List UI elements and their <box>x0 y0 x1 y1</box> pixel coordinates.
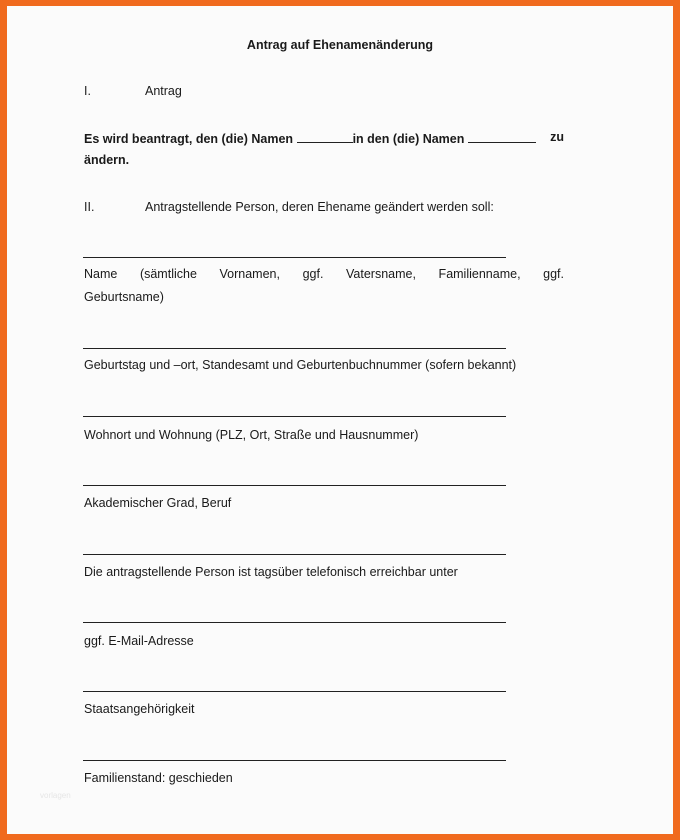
section-1-number: I. <box>84 84 91 98</box>
marital-status-label: Familienstand: geschieden <box>84 771 233 785</box>
name-label-line1: Name (sämtliche Vornamen, ggf. Vatersname, Familienname, ggf. <box>84 267 564 281</box>
section-2-heading: Antragstellende Person, deren Ehename geändert werden soll: <box>145 200 494 214</box>
request-sentence <box>84 130 564 146</box>
section-1-heading: Antrag <box>145 84 182 98</box>
email-field-line[interactable] <box>83 622 506 623</box>
phone-field-line[interactable] <box>83 554 506 555</box>
academic-label: Akademischer Grad, Beruf <box>84 496 232 510</box>
document-title: Antrag auf Ehenamenänderung <box>246 38 434 52</box>
old-name-blank[interactable] <box>297 130 353 143</box>
section-2-number: II. <box>84 200 95 214</box>
name-label-line2: Geburtsname) <box>84 290 164 304</box>
request-text-4: ändern. <box>84 153 130 167</box>
email-label: ggf. E-Mail-Adresse <box>84 634 194 648</box>
marital-status-field-line[interactable] <box>83 760 506 761</box>
request-text-3: zu <box>550 130 564 144</box>
birth-field-line[interactable] <box>83 348 506 349</box>
residence-label: Wohnort und Wohnung (PLZ, Ort, Straße und Hausnummer) <box>84 428 419 442</box>
phone-label: Die antragstellende Person ist tagsüber telefonisch erreichbar unter <box>84 565 458 579</box>
request-text-2: in den (die) Namen <box>352 132 465 146</box>
academic-field-line[interactable] <box>83 485 506 486</box>
citizenship-label: Staatsangehörigkeit <box>84 702 195 716</box>
watermark: vorlagen <box>40 791 71 800</box>
name-field-line[interactable] <box>83 257 506 258</box>
request-text-1: Es wird beantragt, den (die) Namen <box>84 132 294 146</box>
birth-label: Geburtstag und –ort, Standesamt und Geburtenbuchnummer (sofern bekannt) <box>84 358 517 372</box>
residence-field-line[interactable] <box>83 416 506 417</box>
new-name-blank[interactable] <box>468 130 536 143</box>
citizenship-field-line[interactable] <box>83 691 506 692</box>
